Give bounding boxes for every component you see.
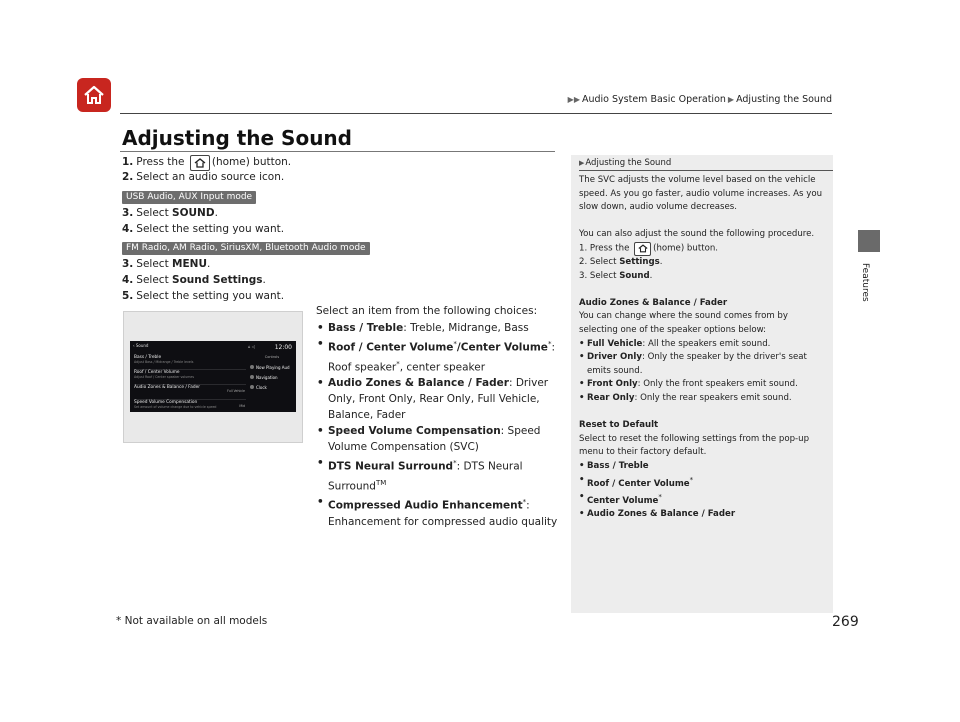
sound-screen-illustration xyxy=(123,311,303,443)
screen-row: Bass / Treble Adjust Bass / Midrange / Treble levels xyxy=(134,355,246,370)
screen-panel-item: Navigation xyxy=(250,372,294,382)
side-note-body xyxy=(579,174,825,522)
home-icon xyxy=(634,242,651,256)
choice-audio-zones: • Audio Zones & Balance / Fader: Driver Only, Front Only, Rear Only, Full Vehicle, Balance, Fader xyxy=(316,375,561,423)
step-select-menu: 3. Select MENU. xyxy=(122,258,211,270)
home-icon xyxy=(190,155,210,171)
mode-tag-fm: FM Radio, AM Radio, SiriusXM, Bluetooth Audio mode xyxy=(122,242,370,255)
title-divider xyxy=(120,151,555,152)
note-arrow-icon: ▶ xyxy=(579,159,585,167)
side-note-para: Select to reset the following settings from the pop-up menu to their factory default. xyxy=(579,433,810,458)
music-icon xyxy=(250,365,254,369)
side-note-para: You can change where the sound comes from by selecting one of the speaker options below: xyxy=(579,311,788,336)
home-section-icon xyxy=(77,78,111,112)
mode-tag-usb: USB Audio, AUX Input mode xyxy=(122,191,256,204)
screen-row: Roof / Center Volume Adjust Roof / Center speaker volumes xyxy=(134,370,246,385)
side-note-bullet: • Audio Zones & Balance / Fader xyxy=(579,508,825,522)
side-note-bullet: • Bass / Treble xyxy=(579,460,825,474)
screen-row: Audio Zones & Balance / Fader Full Vehicle xyxy=(134,385,246,400)
chevron-right-icon: ▶ xyxy=(727,95,735,104)
side-note-bullet: • Full Vehicle: All the speakers emit sound. xyxy=(579,338,825,352)
step-select-setting-fm: 5. Select the setting you want. xyxy=(122,290,285,302)
section-tab-marker xyxy=(858,230,880,252)
footnote: * Not available on all models xyxy=(116,615,268,627)
screen-panel-item: Clock xyxy=(250,382,294,392)
side-note-step: 3. Select Sound. xyxy=(579,270,653,281)
clock-icon xyxy=(250,385,254,389)
side-note-subhead: Reset to Default xyxy=(579,420,659,431)
breadcrumb-section[interactable]: Audio System Basic Operation xyxy=(581,94,726,105)
screen-settings-list xyxy=(134,355,246,412)
screen-header: ‹ Sound xyxy=(133,343,149,348)
step-select-source: 2. Select an audio source icon. xyxy=(122,171,285,183)
side-note-para: You can also adjust the sound the following procedure. xyxy=(579,229,815,240)
side-note-para: The SVC adjusts the volume level based on the vehicle speed. As you go faster, audio volume increases. As you slow down, audio volume decreases. xyxy=(579,175,823,213)
choice-compressed-audio: • Compressed Audio Enhancement*: Enhancement for compressed audio quality xyxy=(316,494,561,530)
sound-screen xyxy=(130,341,296,412)
screen-clock: 12:00 xyxy=(274,344,292,351)
choice-svc: • Speed Volume Compensation: Speed Volume Compensation (SVC) xyxy=(316,423,561,455)
side-note-subhead: Audio Zones & Balance / Fader xyxy=(579,297,728,308)
step-select-sound: 3. Select SOUND. xyxy=(122,207,218,219)
screen-side-panel: Controls Now Playing Aud Navigation Clock xyxy=(250,355,294,392)
side-note-bullet: • Rear Only: Only the rear speakers emit sound. xyxy=(579,392,825,406)
screen-row: Speed Volume Compensation Set amount of volume change due to vehicle speed Mid xyxy=(134,400,246,412)
side-note-bullet: • Center Volume* xyxy=(579,491,825,508)
step-select-sound-settings: 4. Select Sound Settings. xyxy=(122,274,266,286)
side-note-bullet: • Roof / Center Volume* xyxy=(579,474,825,491)
choices-list xyxy=(316,303,561,530)
side-note-divider xyxy=(579,170,833,171)
side-note-step: 1. Press the (home) button. xyxy=(579,242,825,256)
side-note-title: ▶Adjusting the Sound xyxy=(579,158,672,168)
choice-roof-center: • Roof / Center Volume*/Center Volume*: Roof speaker*, center speaker xyxy=(316,336,561,375)
page-number: 269 xyxy=(832,614,859,630)
choice-bass-treble: • Bass / Treble: Treble, Midrange, Bass xyxy=(316,320,561,336)
navigation-icon xyxy=(250,375,254,379)
screen-panel-item: Now Playing Aud xyxy=(250,362,294,372)
screen-nav-icons: ⌂ ◁ xyxy=(248,344,255,349)
breadcrumb-current: Adjusting the Sound xyxy=(736,94,832,105)
choices-lead: Select an item from the following choices: xyxy=(316,305,538,317)
choice-dts: • DTS Neural Surround*: DTS Neural Surround™ xyxy=(316,455,561,494)
header-divider xyxy=(120,113,832,114)
side-note-panel xyxy=(571,155,833,613)
section-tab-label: Features xyxy=(860,263,870,302)
step-select-setting: 4. Select the setting you want. xyxy=(122,223,285,235)
page-title: Adjusting the Sound xyxy=(122,126,352,150)
step-press-home: 1. Press the (home) button. xyxy=(122,155,291,171)
side-note-bullet: • Driver Only: Only the speaker by the driver's seat emits sound. xyxy=(579,351,825,378)
side-note-bullet: • Front Only: Only the front speakers emit sound. xyxy=(579,378,825,392)
chevron-right-icon: ▶▶ xyxy=(567,95,580,104)
breadcrumb xyxy=(550,94,832,105)
side-note-step: 2. Select Settings. xyxy=(579,257,663,268)
